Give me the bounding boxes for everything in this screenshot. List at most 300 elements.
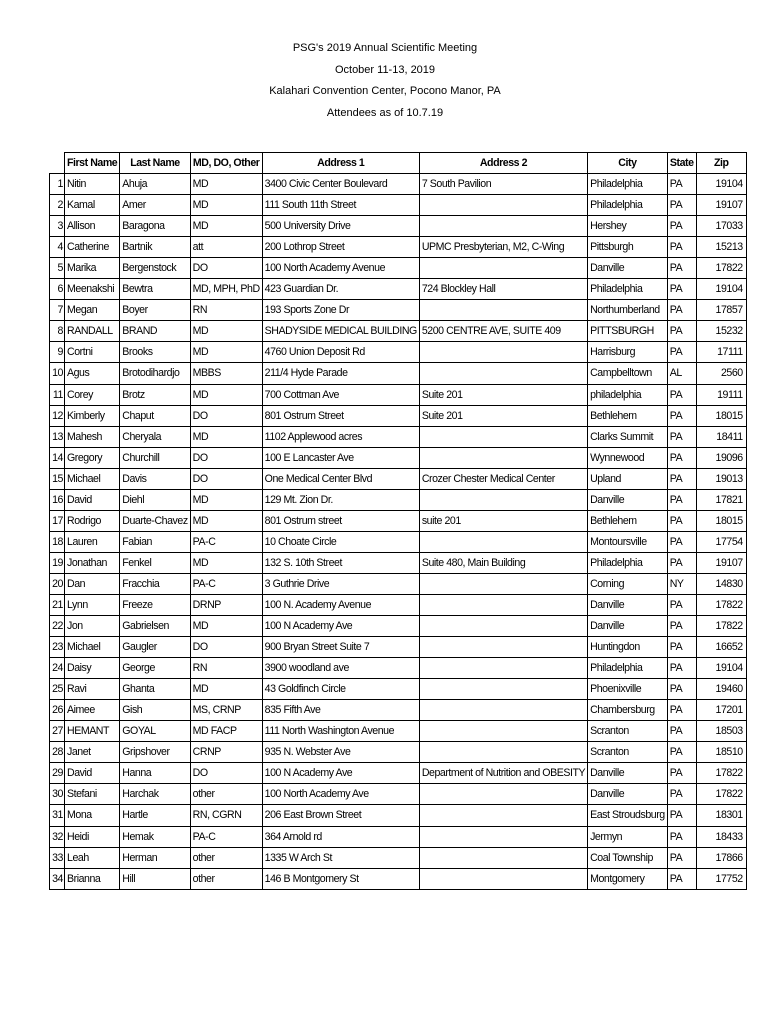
first-name-cell: Megan: [65, 300, 120, 321]
city-cell: Philadelphia: [588, 552, 668, 573]
state-cell: PA: [667, 195, 696, 216]
row-number: 14: [50, 447, 65, 468]
address2-cell: [419, 721, 587, 742]
state-cell: PA: [667, 805, 696, 826]
address2-cell: [419, 847, 587, 868]
credential-cell: other: [190, 868, 262, 889]
city-cell: Coal Township: [588, 847, 668, 868]
table-row: [50, 552, 747, 573]
table-row: [50, 658, 747, 679]
address1-cell: 3400 Civic Center Boulevard: [262, 174, 419, 195]
first-name-cell: Dan: [65, 573, 120, 594]
address2-cell: [419, 826, 587, 847]
zip-cell: 19096: [696, 447, 746, 468]
zip-cell: 15232: [696, 321, 746, 342]
address2-cell: [419, 742, 587, 763]
row-number: 8: [50, 321, 65, 342]
first-name-cell: Jon: [65, 616, 120, 637]
address2-cell: Suite 201: [419, 405, 587, 426]
zip-cell: 19104: [696, 279, 746, 300]
address1-cell: 100 E Lancaster Ave: [262, 447, 419, 468]
zip-cell: 19104: [696, 658, 746, 679]
table-row: [50, 258, 747, 279]
state-cell: PA: [667, 784, 696, 805]
first-name-cell: Agus: [65, 363, 120, 384]
credential-cell: DO: [190, 258, 262, 279]
row-number: 33: [50, 847, 65, 868]
last-name-cell: Hill: [120, 868, 190, 889]
city-cell: Harrisburg: [588, 342, 668, 363]
state-cell: PA: [667, 616, 696, 637]
credential-cell: MD: [190, 679, 262, 700]
address1-cell: 364 Arnold rd: [262, 826, 419, 847]
address1-cell: 206 East Brown Street: [262, 805, 419, 826]
state-cell: PA: [667, 300, 696, 321]
last-name-cell: Bewtra: [120, 279, 190, 300]
credential-cell: MD: [190, 195, 262, 216]
city-cell: Pittsburgh: [588, 237, 668, 258]
table-row: [50, 594, 747, 615]
row-number-header: [50, 153, 65, 174]
row-number: 31: [50, 805, 65, 826]
credential-cell: RN: [190, 658, 262, 679]
attendees-date: Attendees as of 10.7.19: [326, 106, 444, 119]
address2-cell: [419, 594, 587, 615]
first-name-cell: Corey: [65, 384, 120, 405]
zip-cell: 18015: [696, 405, 746, 426]
address1-cell: 1335 W Arch St: [262, 847, 419, 868]
address1-cell: 100 North Academy Avenue: [262, 258, 419, 279]
last-name-cell: Baragona: [120, 216, 190, 237]
last-name-cell: Fabian: [120, 531, 190, 552]
meeting-title: PSG's 2019 Annual Scientific Meeting: [292, 42, 478, 54]
table-row: [50, 426, 747, 447]
first-name-cell: Stefani: [65, 784, 120, 805]
zip-cell: 17821: [696, 489, 746, 510]
credential-cell: MD: [190, 426, 262, 447]
last-name-cell: Hanna: [120, 763, 190, 784]
row-number: 6: [50, 279, 65, 300]
last-name-cell: Gripshover: [120, 742, 190, 763]
city-cell: Clarks Summit: [588, 426, 668, 447]
credential-cell: DO: [190, 447, 262, 468]
city-cell: Philadelphia: [588, 658, 668, 679]
address2-cell: [419, 447, 587, 468]
last-name-cell: Bartnik: [120, 237, 190, 258]
state-cell: PA: [667, 531, 696, 552]
zip-cell: 18411: [696, 426, 746, 447]
city-cell: Northumberland: [588, 300, 668, 321]
address2-cell: [419, 679, 587, 700]
city-cell: Scranton: [588, 742, 668, 763]
address2-cell: Department of Nutrition and OBESITY: [419, 763, 587, 784]
last-name-cell: Cheryala: [120, 426, 190, 447]
last-name-cell: Ahuja: [120, 174, 190, 195]
row-number: 29: [50, 763, 65, 784]
address1-cell: 3 Guthrie Drive: [262, 573, 419, 594]
address2-cell: Crozer Chester Medical Center: [419, 468, 587, 489]
address2-cell: [419, 363, 587, 384]
row-number: 30: [50, 784, 65, 805]
credential-cell: MS, CRNP: [190, 700, 262, 721]
row-number: 15: [50, 468, 65, 489]
table-row: [50, 805, 747, 826]
credential-cell: DO: [190, 405, 262, 426]
credential-cell: CRNP: [190, 742, 262, 763]
state-cell: PA: [667, 426, 696, 447]
credential-cell: RN, CGRN: [190, 805, 262, 826]
address1-cell: 100 N. Academy Avenue: [262, 594, 419, 615]
credential-cell: DRNP: [190, 594, 262, 615]
address2-cell: [419, 805, 587, 826]
city-cell: Scranton: [588, 721, 668, 742]
zip-cell: 19013: [696, 468, 746, 489]
state-cell: PA: [667, 384, 696, 405]
address1-cell: 100 N Academy Ave: [262, 616, 419, 637]
first-name-cell: Brianna: [65, 868, 120, 889]
meeting-venue: Kalahari Convention Center, Pocono Manor, PA: [269, 85, 501, 97]
address2-cell: 724 Blockley Hall: [419, 279, 587, 300]
address1-cell: 211/4 Hyde Parade: [262, 363, 419, 384]
credential-cell: MD FACP: [190, 721, 262, 742]
state-cell: PA: [667, 679, 696, 700]
address2-cell: Suite 480, Main Building: [419, 552, 587, 573]
address2-cell: 7 South Pavilion: [419, 174, 587, 195]
credential-cell: att: [190, 237, 262, 258]
table-row: [50, 468, 747, 489]
city-cell: Hershey: [588, 216, 668, 237]
zip-cell: 17201: [696, 700, 746, 721]
state-cell: PA: [667, 174, 696, 195]
table-row: [50, 384, 747, 405]
row-number: 11: [50, 384, 65, 405]
state-cell: PA: [667, 279, 696, 300]
city-cell: Wynnewood: [588, 447, 668, 468]
last-name-cell: Herman: [120, 847, 190, 868]
address2-cell: [419, 784, 587, 805]
city-cell: Campbelltown: [588, 363, 668, 384]
city-cell: Chambersburg: [588, 700, 668, 721]
row-number: 19: [50, 552, 65, 573]
table-row: [50, 679, 747, 700]
last-name-cell: Gabrielsen: [120, 616, 190, 637]
zip-cell: 17033: [696, 216, 746, 237]
last-name-cell: Bergenstock: [120, 258, 190, 279]
state-cell: PA: [667, 552, 696, 573]
table-row: [50, 363, 747, 384]
credential-cell: DO: [190, 763, 262, 784]
row-number: 24: [50, 658, 65, 679]
column-header: MD, DO, Other: [190, 153, 262, 174]
document-header: [0, 38, 770, 124]
column-header: City: [588, 153, 668, 174]
credential-cell: MD: [190, 489, 262, 510]
address1-cell: 100 North Academy Ave: [262, 784, 419, 805]
zip-cell: 19107: [696, 552, 746, 573]
row-number: 23: [50, 637, 65, 658]
first-name-cell: Rodrigo: [65, 510, 120, 531]
row-number: 34: [50, 868, 65, 889]
table-row: [50, 405, 747, 426]
attendees-table: [49, 152, 747, 890]
row-number: 17: [50, 510, 65, 531]
address1-cell: 193 Sports Zone Dr: [262, 300, 419, 321]
credential-cell: MD: [190, 384, 262, 405]
first-name-cell: Kimberly: [65, 405, 120, 426]
row-number: 3: [50, 216, 65, 237]
address2-cell: UPMC Presbyterian, M2, C-Wing: [419, 237, 587, 258]
row-number: 22: [50, 616, 65, 637]
table-row: [50, 742, 747, 763]
address1-cell: 129 Mt. Zion Dr.: [262, 489, 419, 510]
city-cell: Danville: [588, 594, 668, 615]
city-cell: philadelphia: [588, 384, 668, 405]
first-name-cell: RANDALL: [65, 321, 120, 342]
first-name-cell: Kamal: [65, 195, 120, 216]
table-row: [50, 826, 747, 847]
credential-cell: RN: [190, 300, 262, 321]
last-name-cell: Boyer: [120, 300, 190, 321]
table-row: [50, 216, 747, 237]
last-name-cell: Churchill: [120, 447, 190, 468]
column-header: Address 2: [419, 153, 587, 174]
city-cell: Jermyn: [588, 826, 668, 847]
first-name-cell: Michael: [65, 637, 120, 658]
state-cell: PA: [667, 847, 696, 868]
zip-cell: 17754: [696, 531, 746, 552]
city-cell: Huntingdon: [588, 637, 668, 658]
row-number: 4: [50, 237, 65, 258]
address2-cell: [419, 658, 587, 679]
credential-cell: MD: [190, 321, 262, 342]
address2-cell: [419, 258, 587, 279]
state-cell: PA: [667, 258, 696, 279]
column-header: Last Name: [120, 153, 190, 174]
address2-cell: [419, 868, 587, 889]
state-cell: NY: [667, 573, 696, 594]
table-row: [50, 447, 747, 468]
state-cell: PA: [667, 447, 696, 468]
table-body: [50, 174, 747, 890]
state-cell: PA: [667, 763, 696, 784]
state-cell: PA: [667, 594, 696, 615]
meeting-dates: October 11-13, 2019: [334, 63, 436, 76]
address1-cell: 111 North Washington Avenue: [262, 721, 419, 742]
address1-cell: 4760 Union Deposit Rd: [262, 342, 419, 363]
row-number: 27: [50, 721, 65, 742]
first-name-cell: Gregory: [65, 447, 120, 468]
state-cell: PA: [667, 468, 696, 489]
row-number: 21: [50, 594, 65, 615]
city-cell: Montoursville: [588, 531, 668, 552]
city-cell: PITTSBURGH: [588, 321, 668, 342]
row-number: 16: [50, 489, 65, 510]
last-name-cell: Fracchia: [120, 573, 190, 594]
row-number: 2: [50, 195, 65, 216]
city-cell: Danville: [588, 763, 668, 784]
zip-cell: 19111: [696, 384, 746, 405]
zip-cell: 19107: [696, 195, 746, 216]
city-cell: Montgomery: [588, 868, 668, 889]
state-cell: PA: [667, 510, 696, 531]
last-name-cell: Fenkel: [120, 552, 190, 573]
zip-cell: 17752: [696, 868, 746, 889]
credential-cell: DO: [190, 637, 262, 658]
table-header-row: [50, 153, 747, 174]
zip-cell: 2560: [696, 363, 746, 384]
state-cell: PA: [667, 405, 696, 426]
first-name-cell: Ravi: [65, 679, 120, 700]
credential-cell: MD, MPH, PhD: [190, 279, 262, 300]
table-row: [50, 531, 747, 552]
city-cell: Danville: [588, 489, 668, 510]
address1-cell: 43 Goldfinch Circle: [262, 679, 419, 700]
address1-cell: 700 Cottman Ave: [262, 384, 419, 405]
table-row: [50, 721, 747, 742]
column-header: First Name: [65, 153, 120, 174]
first-name-cell: Michael: [65, 468, 120, 489]
row-number: 18: [50, 531, 65, 552]
last-name-cell: Brotz: [120, 384, 190, 405]
row-number: 5: [50, 258, 65, 279]
address2-cell: [419, 216, 587, 237]
table-row: [50, 784, 747, 805]
city-cell: Danville: [588, 616, 668, 637]
row-number: 9: [50, 342, 65, 363]
address1-cell: 132 S. 10th Street: [262, 552, 419, 573]
state-cell: PA: [667, 868, 696, 889]
city-cell: Bethlehem: [588, 510, 668, 531]
zip-cell: 17822: [696, 594, 746, 615]
last-name-cell: Gish: [120, 700, 190, 721]
row-number: 10: [50, 363, 65, 384]
city-cell: East Stroudsburg: [588, 805, 668, 826]
first-name-cell: Daisy: [65, 658, 120, 679]
city-cell: Philadelphia: [588, 279, 668, 300]
row-number: 28: [50, 742, 65, 763]
table-row: [50, 763, 747, 784]
first-name-cell: Allison: [65, 216, 120, 237]
table-row: [50, 700, 747, 721]
address1-cell: 801 Ostrum street: [262, 510, 419, 531]
city-cell: Bethlehem: [588, 405, 668, 426]
state-cell: PA: [667, 742, 696, 763]
last-name-cell: Hemak: [120, 826, 190, 847]
first-name-cell: HEMANT: [65, 721, 120, 742]
first-name-cell: Meenakshi: [65, 279, 120, 300]
table-row: [50, 489, 747, 510]
first-name-cell: Mona: [65, 805, 120, 826]
state-cell: PA: [667, 489, 696, 510]
row-number: 13: [50, 426, 65, 447]
state-cell: AL: [667, 363, 696, 384]
address2-cell: [419, 489, 587, 510]
row-number: 25: [50, 679, 65, 700]
zip-cell: 17822: [696, 763, 746, 784]
table-row: [50, 573, 747, 594]
zip-cell: 17822: [696, 784, 746, 805]
column-header: Address 1: [262, 153, 419, 174]
last-name-cell: Diehl: [120, 489, 190, 510]
city-cell: Upland: [588, 468, 668, 489]
address2-cell: [419, 637, 587, 658]
last-name-cell: Duarte-Chavez: [120, 510, 190, 531]
table-row: [50, 237, 747, 258]
state-cell: PA: [667, 637, 696, 658]
credential-cell: MD: [190, 174, 262, 195]
zip-cell: 16652: [696, 637, 746, 658]
first-name-cell: Catherine: [65, 237, 120, 258]
zip-cell: 19460: [696, 679, 746, 700]
last-name-cell: Davis: [120, 468, 190, 489]
credential-cell: MD: [190, 342, 262, 363]
address2-cell: Suite 201: [419, 384, 587, 405]
table-row: [50, 174, 747, 195]
column-header: Zip: [696, 153, 746, 174]
address1-cell: 835 Fifth Ave: [262, 700, 419, 721]
table-row: [50, 616, 747, 637]
state-cell: PA: [667, 721, 696, 742]
zip-cell: 19104: [696, 174, 746, 195]
first-name-cell: Heidi: [65, 826, 120, 847]
address1-cell: 500 University Drive: [262, 216, 419, 237]
zip-cell: 17866: [696, 847, 746, 868]
credential-cell: other: [190, 847, 262, 868]
address2-cell: [419, 700, 587, 721]
address1-cell: 1102 Applewood acres: [262, 426, 419, 447]
row-number: 1: [50, 174, 65, 195]
city-cell: Phoenixville: [588, 679, 668, 700]
address1-cell: 146 B Montgomery St: [262, 868, 419, 889]
table-row: [50, 195, 747, 216]
zip-cell: 17857: [696, 300, 746, 321]
last-name-cell: Brotodihardjo: [120, 363, 190, 384]
address2-cell: [419, 300, 587, 321]
city-cell: Philadelphia: [588, 174, 668, 195]
credential-cell: MBBS: [190, 363, 262, 384]
state-cell: PA: [667, 342, 696, 363]
city-cell: Philadelphia: [588, 195, 668, 216]
last-name-cell: Ghanta: [120, 679, 190, 700]
table-row: [50, 637, 747, 658]
zip-cell: 18015: [696, 510, 746, 531]
last-name-cell: Harchak: [120, 784, 190, 805]
row-number: 7: [50, 300, 65, 321]
row-number: 32: [50, 826, 65, 847]
credential-cell: PA-C: [190, 531, 262, 552]
address2-cell: [419, 531, 587, 552]
state-cell: PA: [667, 321, 696, 342]
table-row: [50, 510, 747, 531]
address1-cell: 100 N Academy Ave: [262, 763, 419, 784]
credential-cell: MD: [190, 616, 262, 637]
city-cell: Corning: [588, 573, 668, 594]
column-header: State: [667, 153, 696, 174]
first-name-cell: Leah: [65, 847, 120, 868]
address1-cell: 801 Ostrum Street: [262, 405, 419, 426]
first-name-cell: Aimee: [65, 700, 120, 721]
last-name-cell: Brooks: [120, 342, 190, 363]
zip-cell: 18510: [696, 742, 746, 763]
credential-cell: MD: [190, 216, 262, 237]
table-row: [50, 300, 747, 321]
row-number: 12: [50, 405, 65, 426]
table-row: [50, 847, 747, 868]
state-cell: PA: [667, 237, 696, 258]
first-name-cell: Cortni: [65, 342, 120, 363]
first-name-cell: Lauren: [65, 531, 120, 552]
address2-cell: [419, 616, 587, 637]
